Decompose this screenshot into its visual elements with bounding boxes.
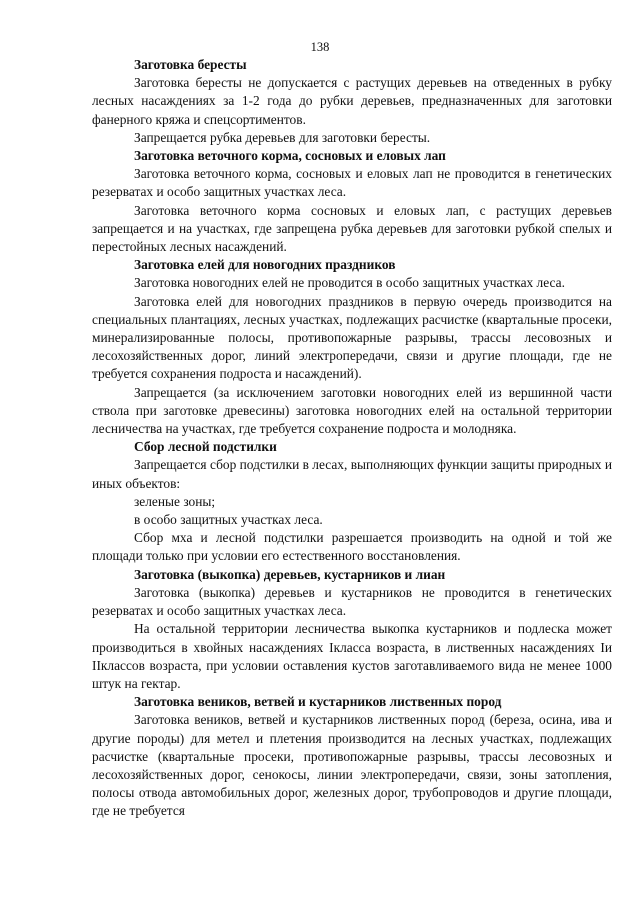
document-body xyxy=(92,56,612,821)
heading-forest-litter: Сбор лесной подстилки xyxy=(134,439,277,455)
page-number: 138 xyxy=(310,40,330,54)
para-forest-litter-1: Запрещается сбор подстилки в лесах, выполняющих функции защиты природных и иных объектов: xyxy=(92,457,612,491)
para-new-year-trees-2: Заготовка елей для новогодних праздников в первую очередь производится на специальных плантациях, лесных участках, подлежащих расчистке (квартальные просеки, минерализированные полосы, противопожарные разрывы, трассы лесовозных и лесохозяйственных дорог, линий электропередачи, связи и другие площади, где не требуется сохранения подроста и насаждений). xyxy=(92,293,612,382)
list-item-protective-areas: в особо защитных участках леса. xyxy=(134,512,323,528)
list-item-green-zones: зеленые зоны; xyxy=(134,493,216,509)
heading-bark: Заготовка бересты xyxy=(134,57,247,72)
para-bark-1: Заготовка бересты не допускается с растущих деревьев на отведенных в рубку лесных насаждениях за 1-2 года до рубки деревьев, предназначенных для заготовки фанерного кряжа и спецсортиментов. xyxy=(92,75,612,127)
heading-branch-feed: Заготовка веточного корма, сосновых и еловых лап xyxy=(134,148,446,164)
heading-digging: Заготовка (выкопка) деревьев, кустарников и лиан xyxy=(134,566,446,582)
para-bark-2: Запрещается рубка деревьев для заготовки бересты. xyxy=(134,129,431,145)
para-digging-2: На остальной территории лесничества выкопка кустарников и подлеска может производиться в хвойных насаждениях Iкласса возраста, в лиственных насаждениях Iи IIклассов возраста, при условии оставления кустов заготавливаемого вида не менее 1000 штук на гектар. xyxy=(92,621,612,691)
para-digging-1: Заготовка (выкопка) деревьев и кустарников не проводится в генетических резерватах и особо защитных участках леса. xyxy=(92,584,612,619)
para-forest-litter-2: Сбор мха и лесной подстилки разрешается производить на одной и той же площади только при условии его естественного восстановления. xyxy=(92,530,612,564)
para-new-year-trees-3: Запрещается (за исключением заготовки новогодних елей из вершинной части ствола при заготовке древесины) заготовка новогодних елей на остальной территории лесничества на участках, где требуется сохранение подроста и молодняка. xyxy=(92,384,612,437)
para-new-year-trees-1: Заготовка новогодних елей не проводится в особо защитных участках леса. xyxy=(134,275,565,291)
heading-new-year-trees: Заготовка елей для новогодних праздников xyxy=(134,257,396,273)
para-brooms-1: Заготовка веников, ветвей и кустарников лиственных пород (береза, осина, ива и другие породы) для метел и плетения производится на лесных участках, подлежащих расчистке (квартальные просеки, противопожарные разрывы, трассы лесовозных и лесохозяйственных дорог, сенокосы, линии электропередачи, связи, зоны затопления, полосы отвода автомобильных дорог, железных дорог, трубопроводов и другие площади, где не требуется xyxy=(92,712,612,819)
heading-brooms: Заготовка веников, ветвей и кустарников лиственных пород xyxy=(134,694,502,710)
para-branch-feed-1: Заготовка веточного корма, сосновых и еловых лап не проводится в генетических резерватах и особо защитных участках леса. xyxy=(92,166,612,200)
para-branch-feed-2: Заготовка веточного корма сосновых и еловых лап, с растущих деревьев запрещается и на участках, где запрещена рубка деревьев для заготовки рубкой спелых и перестойных лесных насаждений. xyxy=(92,202,612,255)
